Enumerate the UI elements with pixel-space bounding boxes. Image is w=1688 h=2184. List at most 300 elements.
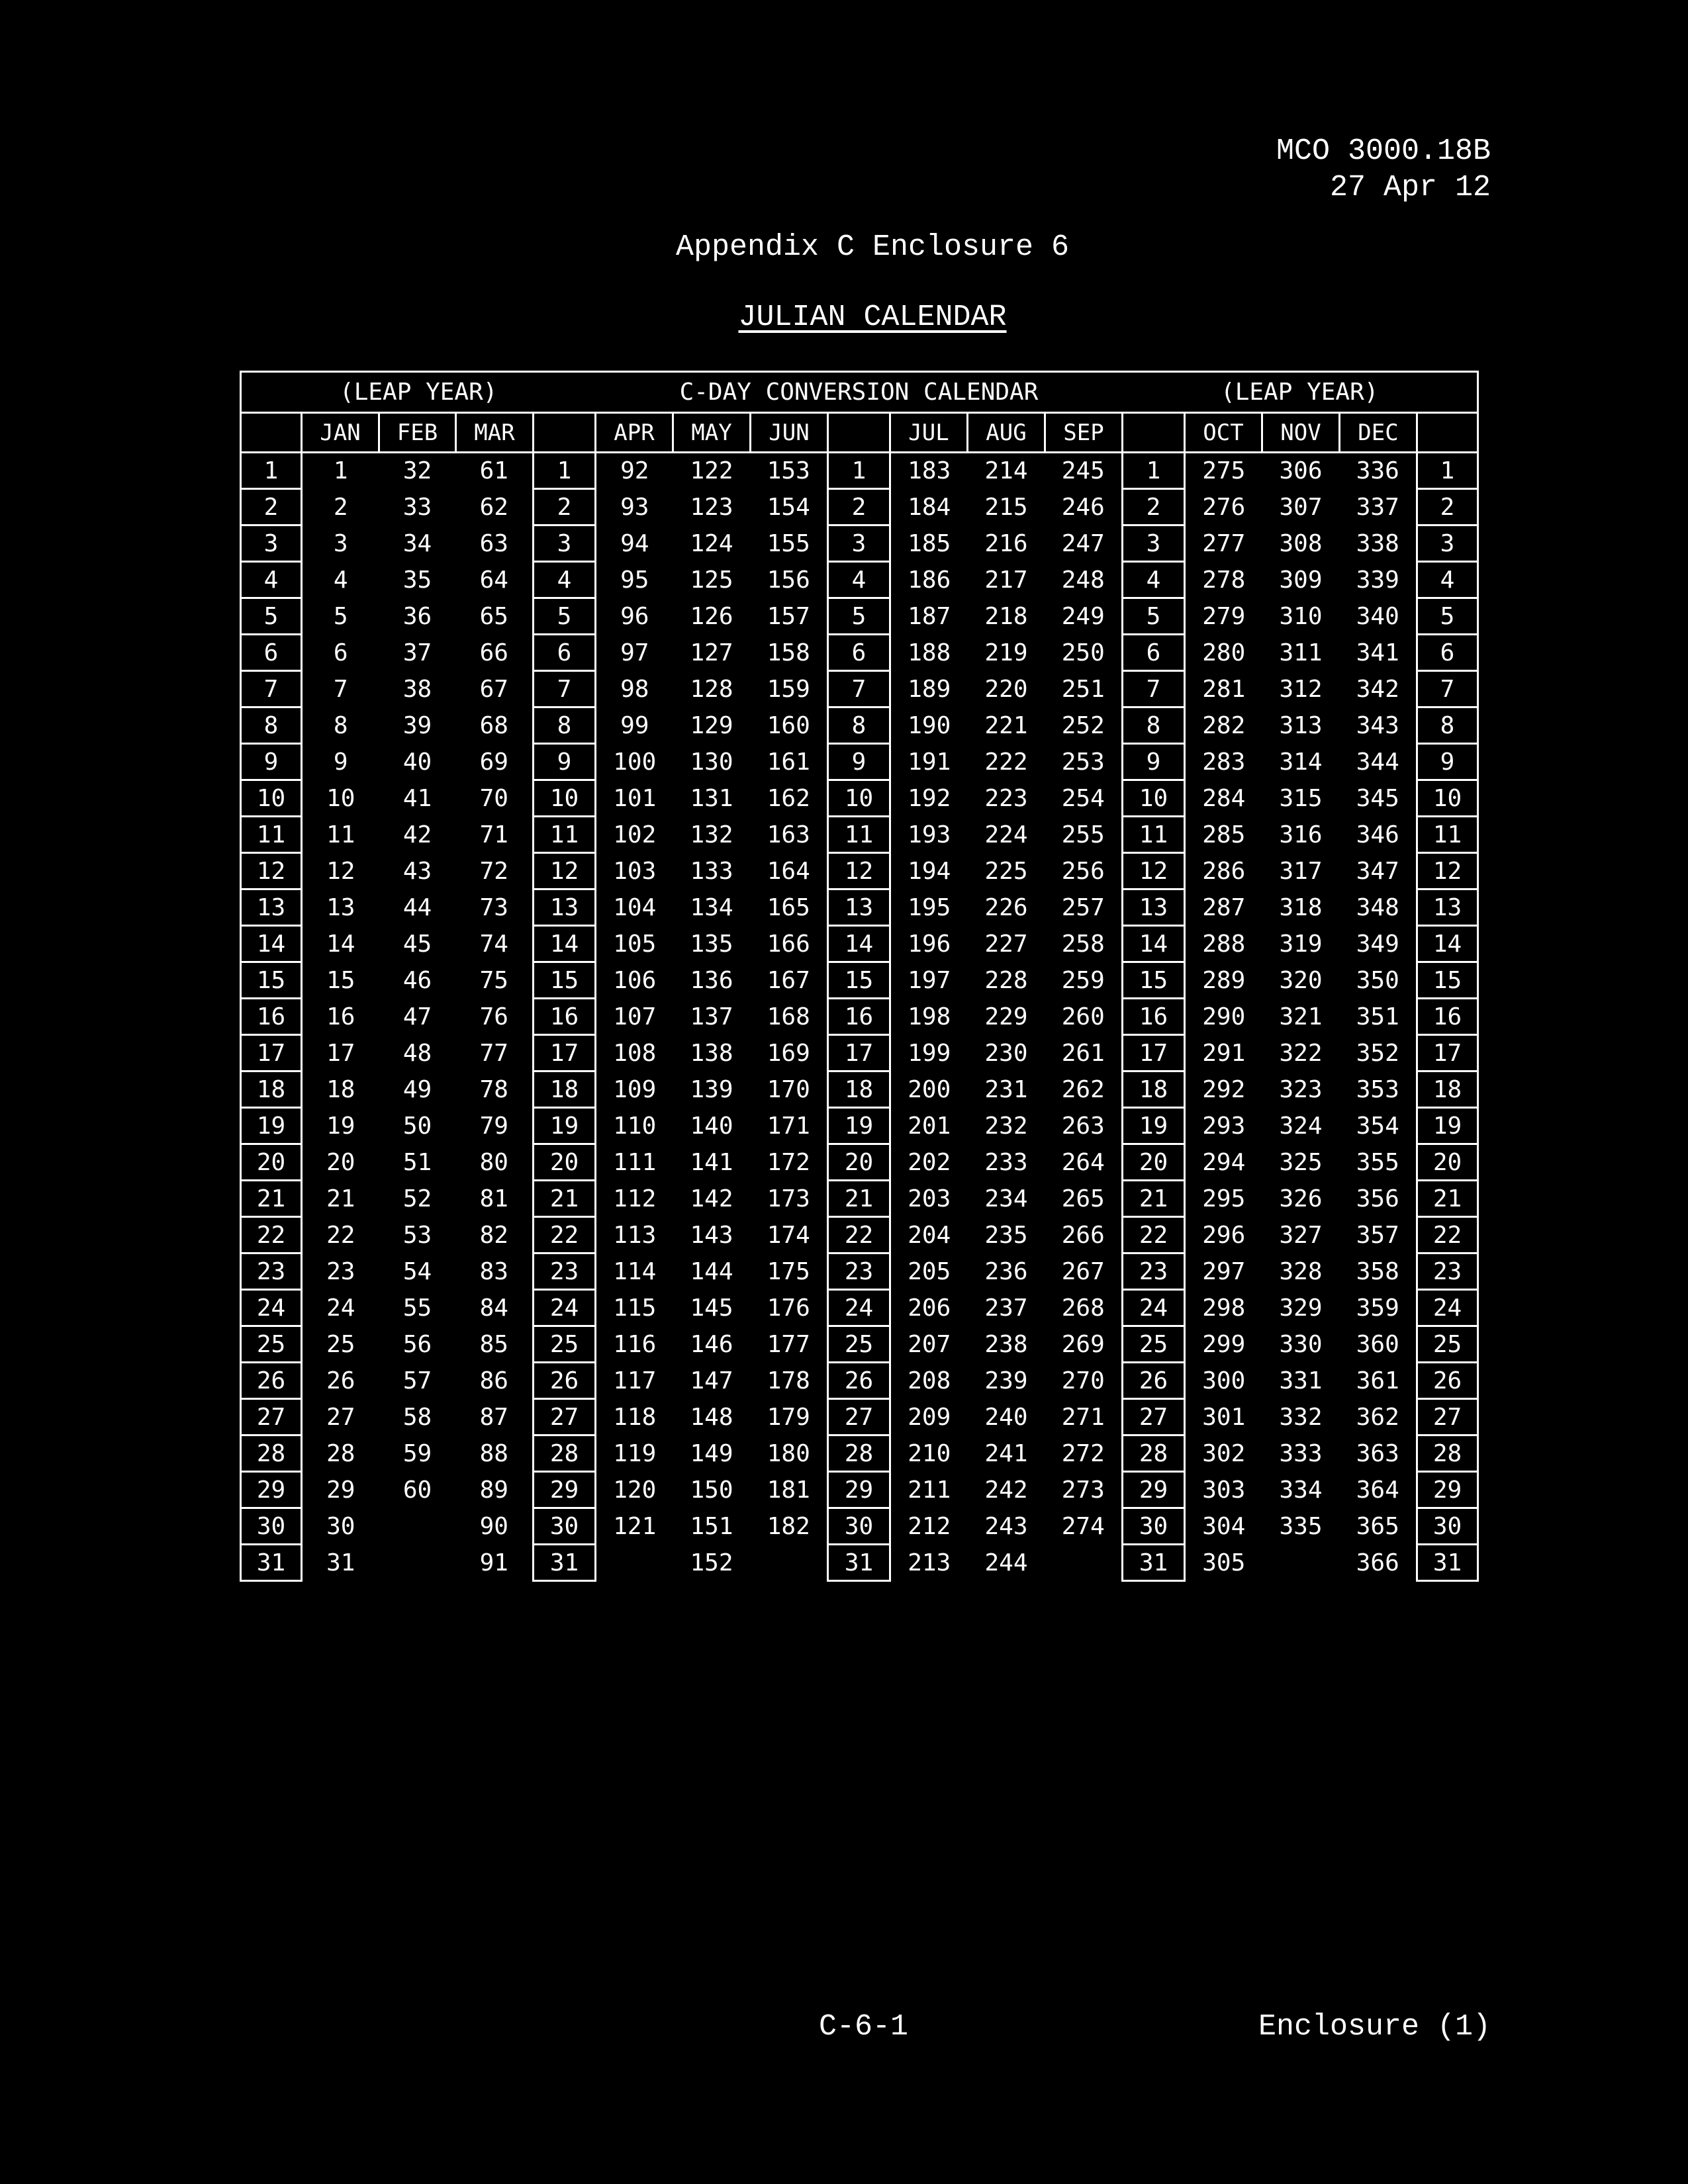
julian-day-may: 134	[690, 893, 733, 921]
julian-day-jul: 202	[890, 1144, 968, 1181]
julian-day-apr: 106	[596, 962, 673, 999]
day-of-month-cell: 30	[1417, 1508, 1478, 1545]
julian-day-mar: 66	[456, 635, 534, 671]
day-of-month-cell: 28	[534, 1435, 596, 1472]
table-row	[241, 671, 1478, 707]
table-row	[241, 635, 1478, 671]
calendar-title: JULIAN CALENDAR	[738, 300, 1007, 334]
day-of-month-cell: 10	[1123, 780, 1185, 817]
blank-header-cell	[1417, 413, 1478, 453]
julian-day-aug: 238	[984, 1330, 1028, 1358]
julian-day-aug: 237	[984, 1294, 1028, 1322]
julian-day-aug: 228	[984, 966, 1028, 994]
day-of-month-cell: 14	[1123, 926, 1185, 962]
julian-day-feb: 49	[402, 1075, 432, 1103]
julian-day-sep: 245	[1045, 453, 1123, 489]
julian-day-jul: 187	[890, 598, 968, 635]
day-of-month-cell: 2	[241, 489, 302, 525]
day-of-month-cell: 20	[1417, 1144, 1478, 1181]
julian-day-oct: 294	[1185, 1144, 1262, 1181]
julian-day-jun: 170	[751, 1071, 828, 1108]
julian-day-oct: 289	[1185, 962, 1262, 999]
julian-day-feb: 58	[402, 1403, 432, 1431]
julian-day-oct: 290	[1185, 999, 1262, 1035]
julian-day-jan: 21	[302, 1181, 379, 1217]
table-row	[241, 1290, 1478, 1326]
julian-day-jul: 197	[890, 962, 968, 999]
day-of-month-cell: 16	[1417, 999, 1478, 1035]
day-of-month-cell: 1	[828, 453, 890, 489]
julian-day-may: 149	[690, 1439, 733, 1467]
julian-day-jan: 2	[302, 489, 379, 525]
julian-day-jan: 24	[302, 1290, 379, 1326]
day-of-month-cell: 29	[241, 1472, 302, 1508]
julian-calendar-table	[240, 371, 1479, 1582]
julian-day-mar: 74	[456, 926, 534, 962]
julian-day-apr	[596, 1545, 673, 1581]
julian-day-apr: 121	[596, 1508, 673, 1545]
julian-day-aug: 220	[984, 675, 1028, 703]
julian-day-mar: 62	[456, 489, 534, 525]
julian-day-mar: 85	[456, 1326, 534, 1363]
julian-day-oct: 293	[1185, 1108, 1262, 1144]
day-of-month-cell: 25	[534, 1326, 596, 1363]
julian-day-jan: 13	[302, 889, 379, 926]
julian-day-jun: 160	[751, 707, 828, 744]
table-row	[241, 1253, 1478, 1290]
julian-day-dec: 363	[1340, 1435, 1417, 1472]
julian-day-may: 135	[690, 930, 733, 958]
julian-day-apr: 118	[596, 1399, 673, 1435]
julian-day-jun: 167	[751, 962, 828, 999]
julian-day-sep: 248	[1045, 562, 1123, 598]
julian-day-sep: 252	[1045, 707, 1123, 744]
julian-day-mar: 61	[456, 453, 534, 489]
julian-day-jan: 12	[302, 853, 379, 889]
day-of-month-cell: 3	[1123, 525, 1185, 562]
julian-day-jul: 206	[890, 1290, 968, 1326]
julian-day-may: 146	[690, 1330, 733, 1358]
julian-day-jan: 1	[302, 453, 379, 489]
julian-day-oct: 280	[1185, 635, 1262, 671]
day-of-month-cell: 4	[1417, 562, 1478, 598]
julian-day-jul: 208	[890, 1363, 968, 1399]
julian-day-mar: 70	[456, 780, 534, 817]
julian-day-oct: 277	[1185, 525, 1262, 562]
day-of-month-cell: 23	[1417, 1253, 1478, 1290]
julian-day-dec: 346	[1340, 817, 1417, 853]
julian-day-feb: 52	[402, 1185, 432, 1212]
day-of-month-cell: 12	[1417, 853, 1478, 889]
julian-day-jul: 184	[890, 489, 968, 525]
julian-day-feb: 34	[402, 529, 432, 557]
julian-day-dec: 345	[1340, 780, 1417, 817]
julian-day-feb: 43	[402, 857, 432, 885]
julian-day-oct: 287	[1185, 889, 1262, 926]
julian-day-apr: 111	[596, 1144, 673, 1181]
julian-day-mar: 84	[456, 1290, 534, 1326]
month-header-mar: MAR	[456, 413, 534, 453]
day-of-month-cell: 8	[241, 707, 302, 744]
julian-day-sep	[1045, 1545, 1123, 1581]
julian-day-jan: 16	[302, 999, 379, 1035]
day-of-month-cell: 17	[1123, 1035, 1185, 1071]
julian-day-apr: 108	[596, 1035, 673, 1071]
document-id: MCO 3000.18B	[1276, 134, 1491, 168]
julian-day-feb: 41	[402, 784, 432, 812]
julian-day-apr: 116	[596, 1326, 673, 1363]
julian-day-jul: 188	[890, 635, 968, 671]
julian-day-jun: 182	[751, 1508, 828, 1545]
day-of-month-cell: 3	[534, 525, 596, 562]
julian-day-jan: 7	[302, 671, 379, 707]
julian-day-dec: 352	[1340, 1035, 1417, 1071]
julian-day-aug: 242	[984, 1476, 1028, 1504]
table-title-row	[241, 372, 1478, 413]
table-row	[241, 1435, 1478, 1472]
day-of-month-cell: 23	[534, 1253, 596, 1290]
julian-day-may: 144	[690, 1257, 733, 1285]
julian-day-jan: 6	[302, 635, 379, 671]
julian-day-aug: 235	[984, 1221, 1028, 1249]
julian-day-dec: 339	[1340, 562, 1417, 598]
julian-day-dec: 349	[1340, 926, 1417, 962]
julian-day-jul: 205	[890, 1253, 968, 1290]
julian-day-nov: 326	[1279, 1185, 1323, 1212]
day-of-month-cell: 15	[1123, 962, 1185, 999]
day-of-month-cell: 1	[534, 453, 596, 489]
day-of-month-cell: 26	[241, 1363, 302, 1399]
julian-day-apr: 93	[596, 489, 673, 525]
julian-day-feb: 33	[402, 493, 432, 521]
table-row	[241, 999, 1478, 1035]
day-of-month-cell: 20	[1123, 1144, 1185, 1181]
julian-day-may: 124	[690, 529, 733, 557]
julian-day-may: 122	[690, 457, 733, 485]
julian-day-dec: 343	[1340, 707, 1417, 744]
day-of-month-cell: 25	[828, 1326, 890, 1363]
julian-day-dec: 361	[1340, 1363, 1417, 1399]
day-of-month-cell: 31	[241, 1545, 302, 1581]
day-of-month-cell: 2	[1123, 489, 1185, 525]
julian-day-oct: 300	[1185, 1363, 1262, 1399]
julian-day-nov: 318	[1279, 893, 1323, 921]
julian-day-oct: 297	[1185, 1253, 1262, 1290]
julian-day-mar: 82	[456, 1217, 534, 1253]
julian-day-mar: 89	[456, 1472, 534, 1508]
table-row	[241, 1472, 1478, 1508]
day-of-month-cell: 19	[1123, 1108, 1185, 1144]
julian-day-mar: 65	[456, 598, 534, 635]
julian-day-feb: 32	[402, 457, 432, 485]
julian-day-jul: 213	[890, 1545, 968, 1581]
julian-day-may: 133	[690, 857, 733, 885]
julian-day-aug: 227	[984, 930, 1028, 958]
day-of-month-cell: 9	[1123, 744, 1185, 780]
julian-day-may: 130	[690, 748, 733, 776]
julian-day-aug: 222	[984, 748, 1028, 776]
day-of-month-cell: 19	[241, 1108, 302, 1144]
julian-day-feb: 35	[402, 566, 432, 594]
page-number: C-6-1	[819, 2010, 909, 2044]
day-of-month-cell: 17	[241, 1035, 302, 1071]
julian-day-jul: 186	[890, 562, 968, 598]
julian-day-feb: 40	[402, 748, 432, 776]
julian-day-may: 140	[690, 1112, 733, 1140]
julian-day-jul: 183	[890, 453, 968, 489]
julian-day-may: 150	[690, 1476, 733, 1504]
day-of-month-cell: 13	[828, 889, 890, 926]
julian-day-may: 145	[690, 1294, 733, 1322]
julian-day-nov: 327	[1279, 1221, 1323, 1249]
julian-day-may: 148	[690, 1403, 733, 1431]
julian-day-dec: 357	[1340, 1217, 1417, 1253]
julian-day-jan: 9	[302, 744, 379, 780]
julian-day-feb: 51	[402, 1148, 432, 1176]
day-of-month-cell: 23	[1123, 1253, 1185, 1290]
day-of-month-cell: 31	[534, 1545, 596, 1581]
julian-day-aug: 234	[984, 1185, 1028, 1212]
julian-day-jul: 204	[890, 1217, 968, 1253]
julian-day-may: 129	[690, 711, 733, 739]
julian-day-jan: 25	[302, 1326, 379, 1363]
julian-day-aug: 218	[984, 602, 1028, 630]
julian-day-jul: 199	[890, 1035, 968, 1071]
day-of-month-cell: 12	[241, 853, 302, 889]
julian-day-jun: 163	[751, 817, 828, 853]
julian-day-apr: 107	[596, 999, 673, 1035]
day-of-month-cell: 3	[828, 525, 890, 562]
julian-day-feb: 37	[402, 639, 432, 666]
julian-day-feb: 48	[402, 1039, 432, 1067]
julian-day-apr: 120	[596, 1472, 673, 1508]
julian-day-aug: 217	[984, 566, 1028, 594]
julian-day-may: 152	[690, 1549, 733, 1576]
julian-day-jun: 154	[751, 489, 828, 525]
day-of-month-cell: 15	[534, 962, 596, 999]
julian-day-jun: 179	[751, 1399, 828, 1435]
julian-day-jun: 173	[751, 1181, 828, 1217]
day-of-month-cell: 27	[1417, 1399, 1478, 1435]
julian-day-jan: 8	[302, 707, 379, 744]
julian-day-mar: 78	[456, 1071, 534, 1108]
day-of-month-cell: 28	[1123, 1435, 1185, 1472]
julian-day-jun: 176	[751, 1290, 828, 1326]
day-of-month-cell: 23	[828, 1253, 890, 1290]
title-leap-year-right: (LEAP YEAR)	[1123, 372, 1478, 413]
day-of-month-cell: 30	[828, 1508, 890, 1545]
julian-day-nov: 325	[1279, 1148, 1323, 1176]
julian-day-jun: 165	[751, 889, 828, 926]
day-of-month-cell: 4	[534, 562, 596, 598]
day-of-month-cell: 27	[828, 1399, 890, 1435]
day-of-month-cell: 26	[1123, 1363, 1185, 1399]
julian-day-oct: 286	[1185, 853, 1262, 889]
day-of-month-cell: 5	[828, 598, 890, 635]
julian-day-nov: 331	[1279, 1367, 1323, 1394]
month-header-sep: SEP	[1045, 413, 1123, 453]
julian-day-sep: 271	[1045, 1399, 1123, 1435]
day-of-month-cell: 8	[1417, 707, 1478, 744]
julian-day-dec: 362	[1340, 1399, 1417, 1435]
julian-day-feb: 55	[402, 1294, 432, 1322]
day-of-month-cell: 1	[241, 453, 302, 489]
day-of-month-cell: 11	[1417, 817, 1478, 853]
julian-day-sep: 264	[1045, 1144, 1123, 1181]
month-header-feb: FEB	[379, 413, 456, 453]
blank-header-cell	[828, 413, 890, 453]
julian-day-sep: 247	[1045, 525, 1123, 562]
julian-day-may: 137	[690, 1003, 733, 1030]
julian-day-aug: 225	[984, 857, 1028, 885]
julian-day-aug: 239	[984, 1367, 1028, 1394]
julian-day-sep: 256	[1045, 853, 1123, 889]
julian-day-jul: 196	[890, 926, 968, 962]
julian-day-feb: 38	[402, 675, 432, 703]
julian-day-mar: 72	[456, 853, 534, 889]
day-of-month-cell: 21	[828, 1181, 890, 1217]
julian-day-jul: 192	[890, 780, 968, 817]
julian-day-feb: 47	[402, 1003, 432, 1030]
table-row	[241, 489, 1478, 525]
julian-day-nov: 321	[1279, 1003, 1323, 1030]
day-of-month-cell: 24	[828, 1290, 890, 1326]
day-of-month-cell: 26	[828, 1363, 890, 1399]
julian-day-sep: 267	[1045, 1253, 1123, 1290]
day-of-month-cell: 28	[828, 1435, 890, 1472]
julian-day-jan: 31	[302, 1545, 379, 1581]
day-of-month-cell: 12	[828, 853, 890, 889]
julian-day-sep: 273	[1045, 1472, 1123, 1508]
day-of-month-cell: 30	[1123, 1508, 1185, 1545]
day-of-month-cell: 6	[1123, 635, 1185, 671]
day-of-month-cell: 24	[1417, 1290, 1478, 1326]
day-of-month-cell: 21	[1123, 1181, 1185, 1217]
julian-day-nov: 334	[1279, 1476, 1323, 1504]
julian-day-apr: 104	[596, 889, 673, 926]
julian-day-jan: 19	[302, 1108, 379, 1144]
julian-day-feb: 60	[402, 1476, 432, 1504]
julian-day-dec: 348	[1340, 889, 1417, 926]
table-row	[241, 817, 1478, 853]
julian-day-oct: 299	[1185, 1326, 1262, 1363]
day-of-month-cell: 28	[241, 1435, 302, 1472]
julian-day-jun: 171	[751, 1108, 828, 1144]
day-of-month-cell: 26	[534, 1363, 596, 1399]
day-of-month-cell: 29	[534, 1472, 596, 1508]
julian-day-jun: 175	[751, 1253, 828, 1290]
day-of-month-cell: 8	[828, 707, 890, 744]
day-of-month-cell: 6	[828, 635, 890, 671]
julian-day-aug: 231	[984, 1075, 1028, 1103]
title-conversion: C-DAY CONVERSION CALENDAR	[596, 372, 1123, 413]
day-of-month-cell: 14	[241, 926, 302, 962]
julian-day-jul: 210	[890, 1435, 968, 1472]
julian-day-apr: 98	[596, 671, 673, 707]
day-of-month-cell: 14	[1417, 926, 1478, 962]
julian-day-jan: 5	[302, 598, 379, 635]
day-of-month-cell: 6	[241, 635, 302, 671]
month-header-row	[241, 413, 1478, 453]
julian-day-jul: 209	[890, 1399, 968, 1435]
day-of-month-cell: 25	[241, 1326, 302, 1363]
julian-day-apr: 100	[596, 744, 673, 780]
table-row	[241, 1508, 1478, 1545]
table-row	[241, 780, 1478, 817]
julian-day-nov: 309	[1279, 566, 1323, 594]
day-of-month-cell: 13	[534, 889, 596, 926]
day-of-month-cell: 22	[534, 1217, 596, 1253]
table-row	[241, 1144, 1478, 1181]
julian-day-may: 142	[690, 1185, 733, 1212]
julian-day-oct: 298	[1185, 1290, 1262, 1326]
julian-day-jul: 211	[890, 1472, 968, 1508]
julian-day-jan: 27	[302, 1399, 379, 1435]
day-of-month-cell: 7	[241, 671, 302, 707]
julian-day-may: 131	[690, 784, 733, 812]
day-of-month-cell: 27	[241, 1399, 302, 1435]
julian-day-sep: 246	[1045, 489, 1123, 525]
julian-day-jun: 158	[751, 635, 828, 671]
julian-day-sep: 257	[1045, 889, 1123, 926]
julian-day-dec: 341	[1340, 635, 1417, 671]
julian-day-jan: 29	[302, 1472, 379, 1508]
julian-day-dec: 342	[1340, 671, 1417, 707]
day-of-month-cell: 28	[1417, 1435, 1478, 1472]
julian-day-jun: 162	[751, 780, 828, 817]
julian-day-jun: 164	[751, 853, 828, 889]
julian-day-nov: 316	[1279, 821, 1323, 848]
day-of-month-cell: 31	[1123, 1545, 1185, 1581]
julian-day-jul: 191	[890, 744, 968, 780]
day-of-month-cell: 4	[828, 562, 890, 598]
julian-day-may: 128	[690, 675, 733, 703]
julian-day-mar: 77	[456, 1035, 534, 1071]
julian-day-may: 123	[690, 493, 733, 521]
julian-day-nov: 306	[1279, 457, 1323, 485]
day-of-month-cell: 17	[534, 1035, 596, 1071]
julian-day-aug: 226	[984, 893, 1028, 921]
day-of-month-cell: 6	[1417, 635, 1478, 671]
day-of-month-cell: 2	[534, 489, 596, 525]
julian-day-aug: 215	[984, 493, 1028, 521]
day-of-month-cell: 8	[1123, 707, 1185, 744]
julian-day-sep: 249	[1045, 598, 1123, 635]
julian-day-apr: 117	[596, 1363, 673, 1399]
julian-day-aug: 233	[984, 1148, 1028, 1176]
julian-day-feb: 59	[402, 1439, 432, 1467]
julian-day-may: 139	[690, 1075, 733, 1103]
day-of-month-cell: 13	[1417, 889, 1478, 926]
day-of-month-cell: 8	[534, 707, 596, 744]
julian-day-jan: 30	[302, 1508, 379, 1545]
julian-day-jan: 4	[302, 562, 379, 598]
julian-day-sep: 272	[1045, 1435, 1123, 1472]
day-of-month-cell: 3	[241, 525, 302, 562]
julian-day-mar: 81	[456, 1181, 534, 1217]
julian-day-dec: 355	[1340, 1144, 1417, 1181]
day-of-month-cell: 24	[1123, 1290, 1185, 1326]
julian-day-aug: 230	[984, 1039, 1028, 1067]
day-of-month-cell: 19	[1417, 1108, 1478, 1144]
day-of-month-cell: 13	[1123, 889, 1185, 926]
julian-day-jul: 198	[890, 999, 968, 1035]
julian-day-feb: 57	[402, 1367, 432, 1394]
julian-day-jun: 153	[751, 453, 828, 489]
table-row	[241, 1326, 1478, 1363]
julian-day-mar: 88	[456, 1435, 534, 1472]
julian-day-jul: 195	[890, 889, 968, 926]
